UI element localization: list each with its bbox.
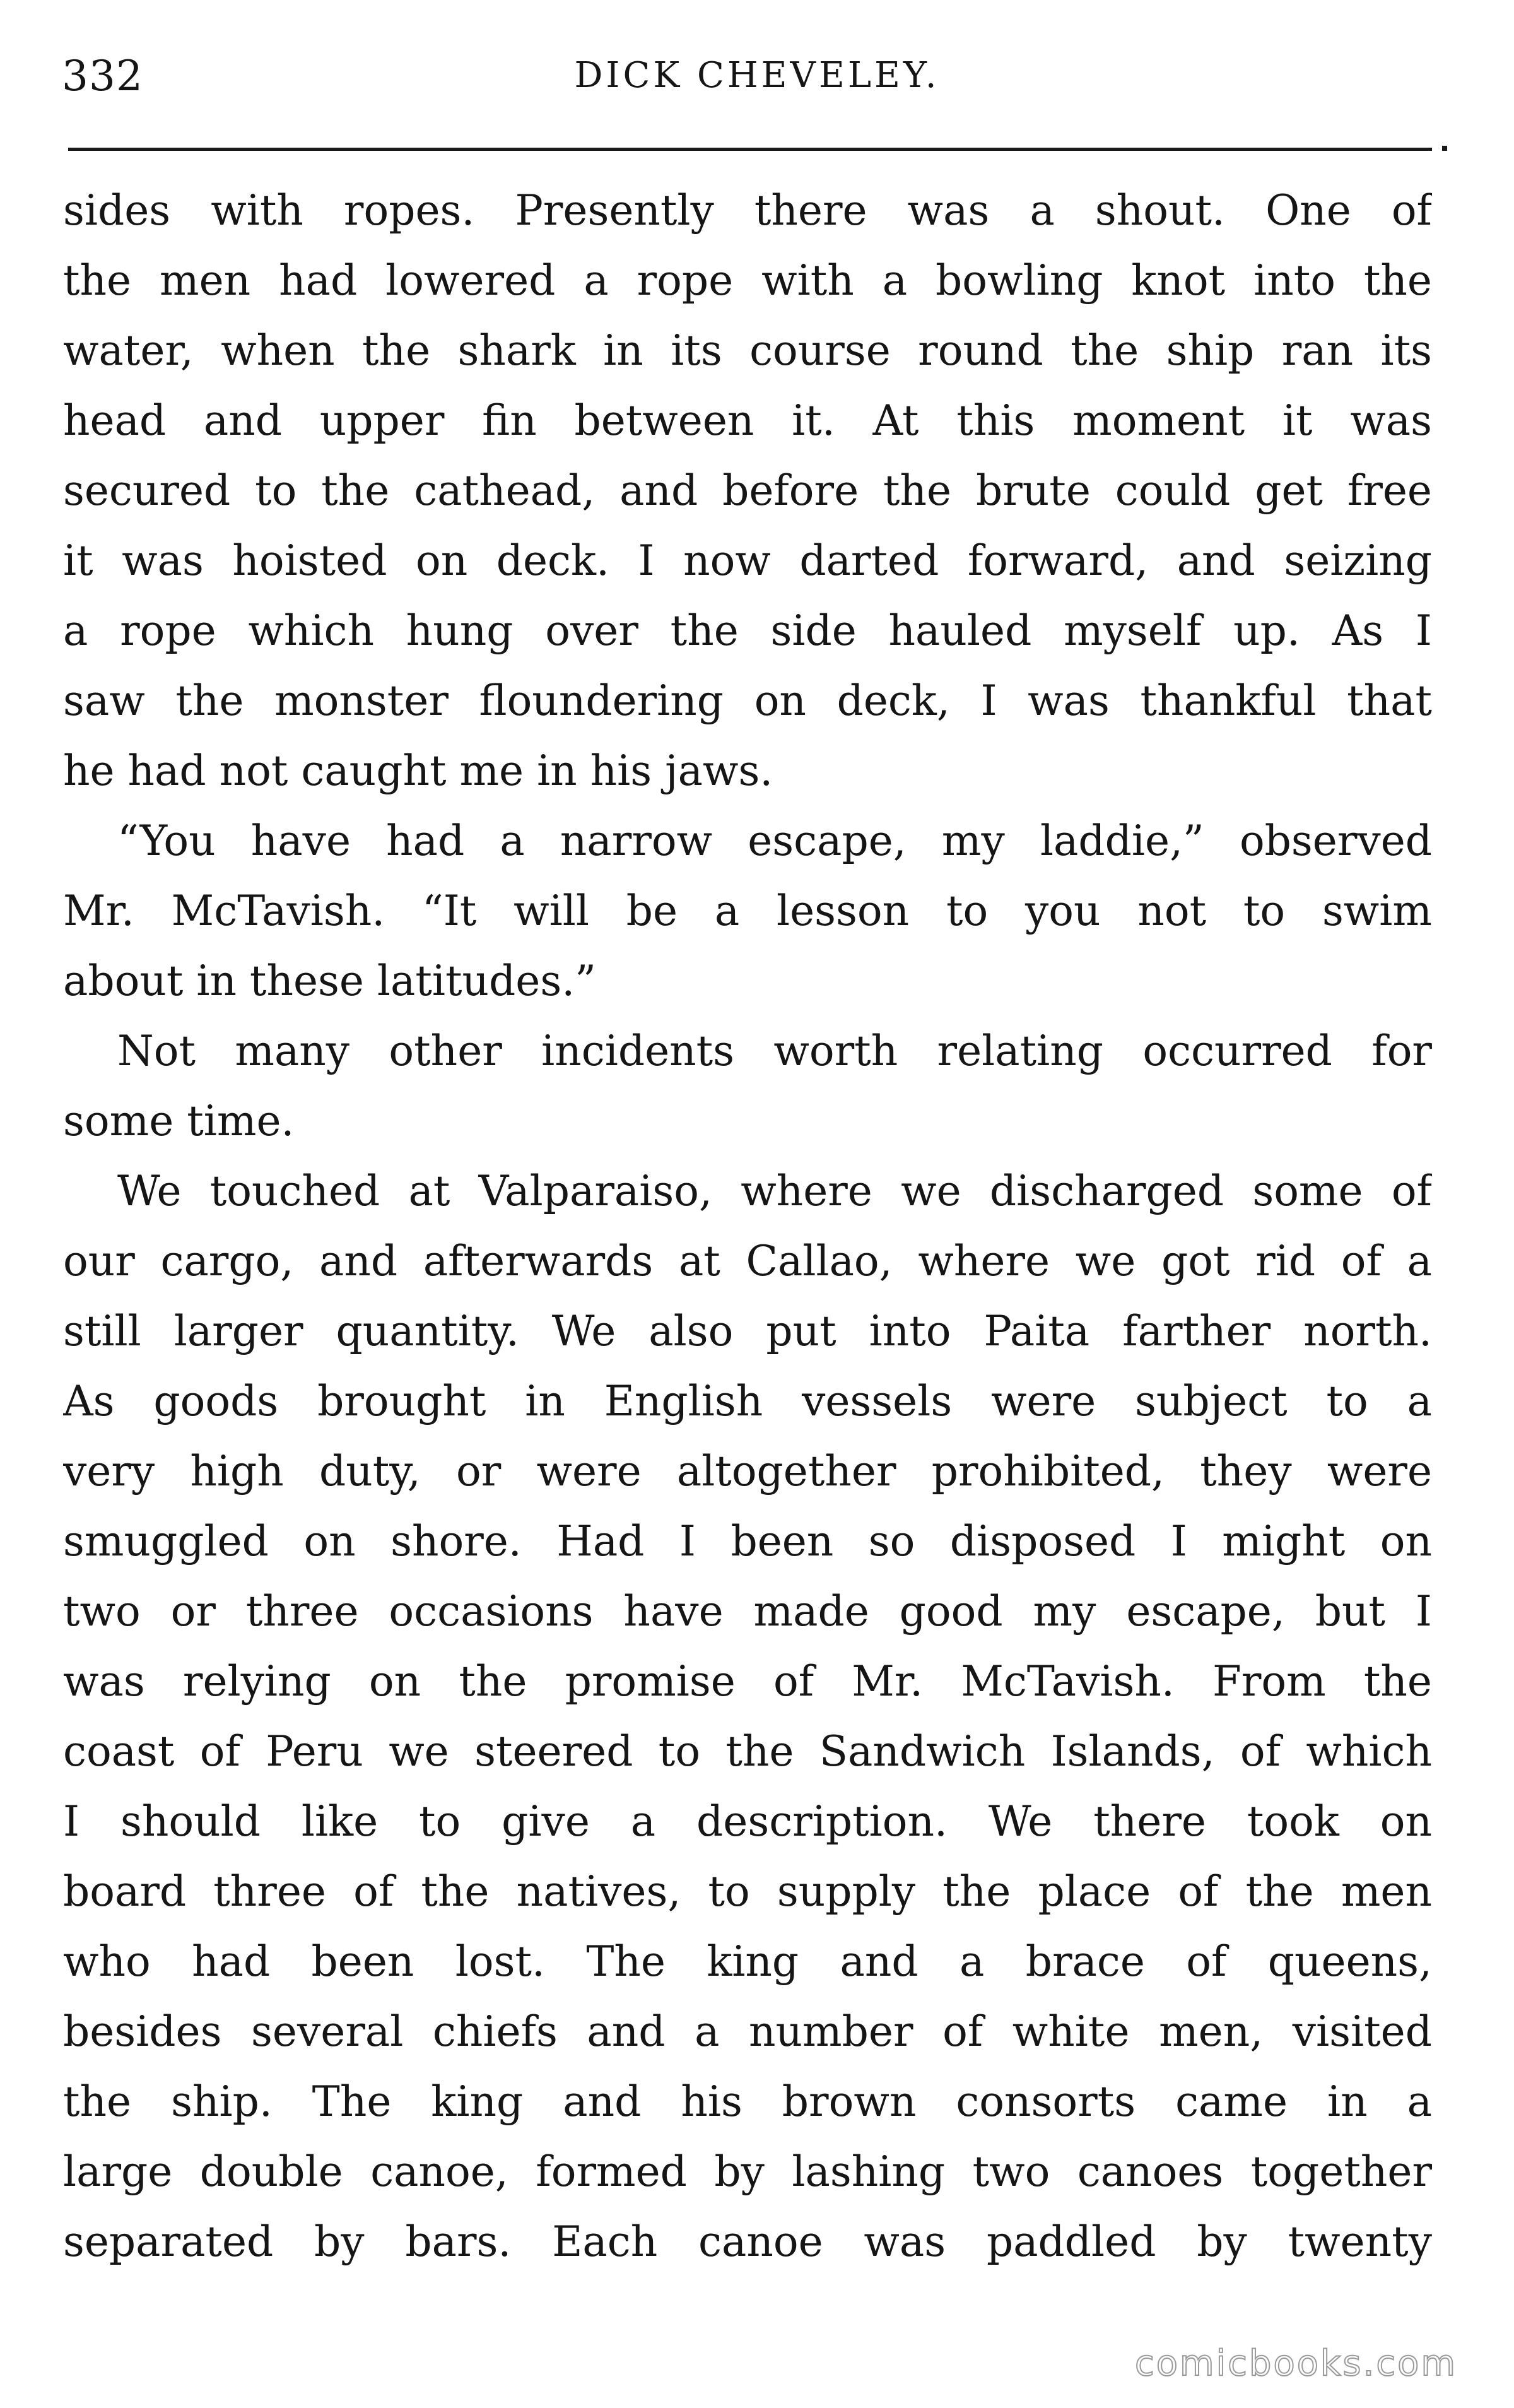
text-line: We touched at Valparaiso, where we discharged some of [117, 1167, 1432, 1215]
page-number: 332 [62, 52, 143, 100]
text-line: separated by bars. Each canoe was paddled by twenty [63, 2217, 1432, 2266]
text-line: the men had lowered a rope with a bowling knot into the [63, 256, 1432, 305]
text-line: sides with ropes. Presently there was a shout. One of [63, 186, 1432, 235]
text-line: head and upper fin between it. At this moment it was [63, 396, 1432, 445]
text-line: two or three occasions have made good my escape, but I [63, 1587, 1432, 1636]
body-text [63, 175, 1432, 2277]
text-line: board three of the natives, to supply the place of the men [63, 1867, 1432, 1916]
text-line: coast of Peru we steered to the Sandwich Islands, of which [63, 1727, 1432, 1776]
header-rule-end-mark [1442, 146, 1447, 151]
text-line: saw the monster floundering on deck, I was thankful that [63, 676, 1432, 725]
text-line: besides several chiefs and a number of white men, visited [63, 2007, 1432, 2056]
text-line: water, when the shark in its course round the ship ran its [63, 326, 1432, 375]
text-line: Not many other incidents worth relating occurred for [117, 1027, 1432, 1075]
text-line: who had been lost. The king and a brace of queens, [63, 1937, 1432, 1986]
text-line: “You have had a narrow escape, my laddie,” observed [117, 817, 1432, 865]
text-line: was relying on the promise of Mr. McTavish. From the [63, 1657, 1432, 1706]
text-line: it was hoisted on deck. I now darted forward, and seizing [63, 536, 1432, 585]
running-title: DICK CHEVELEY. [574, 55, 940, 96]
text-line: still larger quantity. We also put into Paita farther north. [63, 1307, 1432, 1355]
text-line: our cargo, and afterwards at Callao, where we got rid of a [63, 1237, 1432, 1285]
text-line: very high duty, or were altogether prohibited, they were [63, 1447, 1432, 1496]
text-line: he had not caught me in his jaws. [63, 747, 773, 795]
text-line: I should like to give a description. We there took on [63, 1797, 1432, 1846]
text-line: some time. [63, 1097, 295, 1145]
text-line: about in these latitudes.” [63, 957, 596, 1005]
text-line: the ship. The king and his brown consorts came in a [63, 2077, 1432, 2126]
text-line: a rope which hung over the side hauled myself up. As I [63, 606, 1432, 655]
text-line: As goods brought in English vessels were subject to a [63, 1377, 1432, 1425]
text-line: large double canoe, formed by lashing two canoes together [63, 2147, 1432, 2196]
watermark-logo: comicbooks.com [1134, 2343, 1457, 2384]
text-line: smuggled on shore. Had I been so disposed I might on [63, 1517, 1432, 1566]
header-rule [68, 148, 1432, 151]
text-line: Mr. McTavish. “It will be a lesson to you not to swim [63, 887, 1432, 935]
text-line: secured to the cathead, and before the brute could get free [63, 466, 1432, 515]
